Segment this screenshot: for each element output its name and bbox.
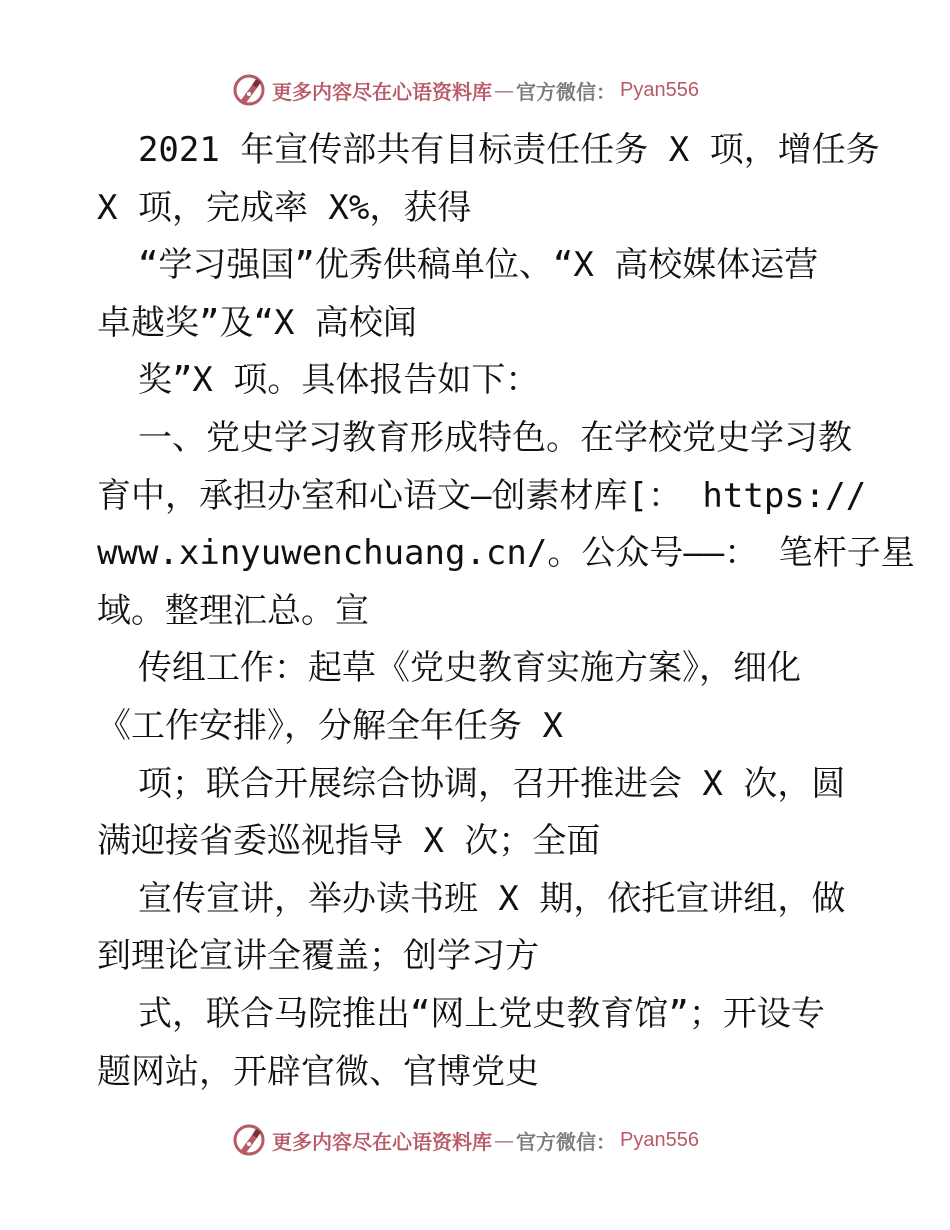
header-banner-wechat-label: 官方微信： — [516, 79, 616, 104]
pen-logo-icon — [232, 1123, 266, 1157]
body-line: 题网站，开辟官微、官博党史 — [97, 1051, 539, 1092]
body-line: “学习强国”优秀供稿单位、“X 高校媒体运营 — [97, 245, 819, 286]
body-line: 奖”X 项。具体报告如下： — [97, 360, 540, 401]
footer-banner-separator: — — [494, 1128, 514, 1152]
header-banner-wechat-id: Pyan556 — [620, 78, 699, 101]
body-line-with-url: www.xinyuwenchuang.cn/。公众号——： 笔杆子星 — [97, 533, 915, 574]
document-body — [97, 122, 915, 1101]
body-line: 一、党史学习教育形成特色。在学校党史学习教 — [97, 417, 852, 458]
header-banner-title: 更多内容尽在心语资料库 — [272, 79, 492, 104]
body-line: 卓越奖”及“X 高校闻 — [97, 302, 417, 343]
footer-banner — [232, 1120, 752, 1160]
body-line: 2021 年宣传部共有目标责任任务 X 项，增任务 — [97, 130, 880, 170]
body-line: X 项，完成率 X%，获得 — [97, 187, 472, 228]
body-line: 传组工作：起草《党史教育实施方案》，细化 — [97, 648, 801, 689]
footer-banner-wechat-id: Pyan556 — [620, 1128, 699, 1151]
body-line: 宣传宣讲，举办读书班 X 期，依托宣讲组，做 — [97, 878, 846, 919]
header-banner — [232, 70, 752, 110]
body-line-with-link: 育中，承担办室和心语文—创素材库[： https:// — [97, 475, 867, 516]
pen-logo-icon — [232, 73, 266, 107]
body-line: 到理论宣讲全覆盖；创学习方 — [97, 936, 539, 977]
body-line: 域。整理汇总。宣 — [97, 590, 369, 631]
header-banner-separator: — — [494, 78, 514, 102]
body-line: 《工作安排》，分解全年任务 X — [97, 705, 563, 746]
body-line: 满迎接省委巡视指导 X 次；全面 — [97, 821, 601, 862]
body-line: 项；联合开展综合协调，召开推进会 X 次，圆 — [97, 763, 846, 804]
footer-banner-title: 更多内容尽在心语资料库 — [272, 1129, 492, 1154]
footer-banner-wechat-label: 官方微信： — [516, 1129, 616, 1154]
body-line: 式，联合马院推出“网上党史教育馆”；开设专 — [97, 993, 825, 1034]
